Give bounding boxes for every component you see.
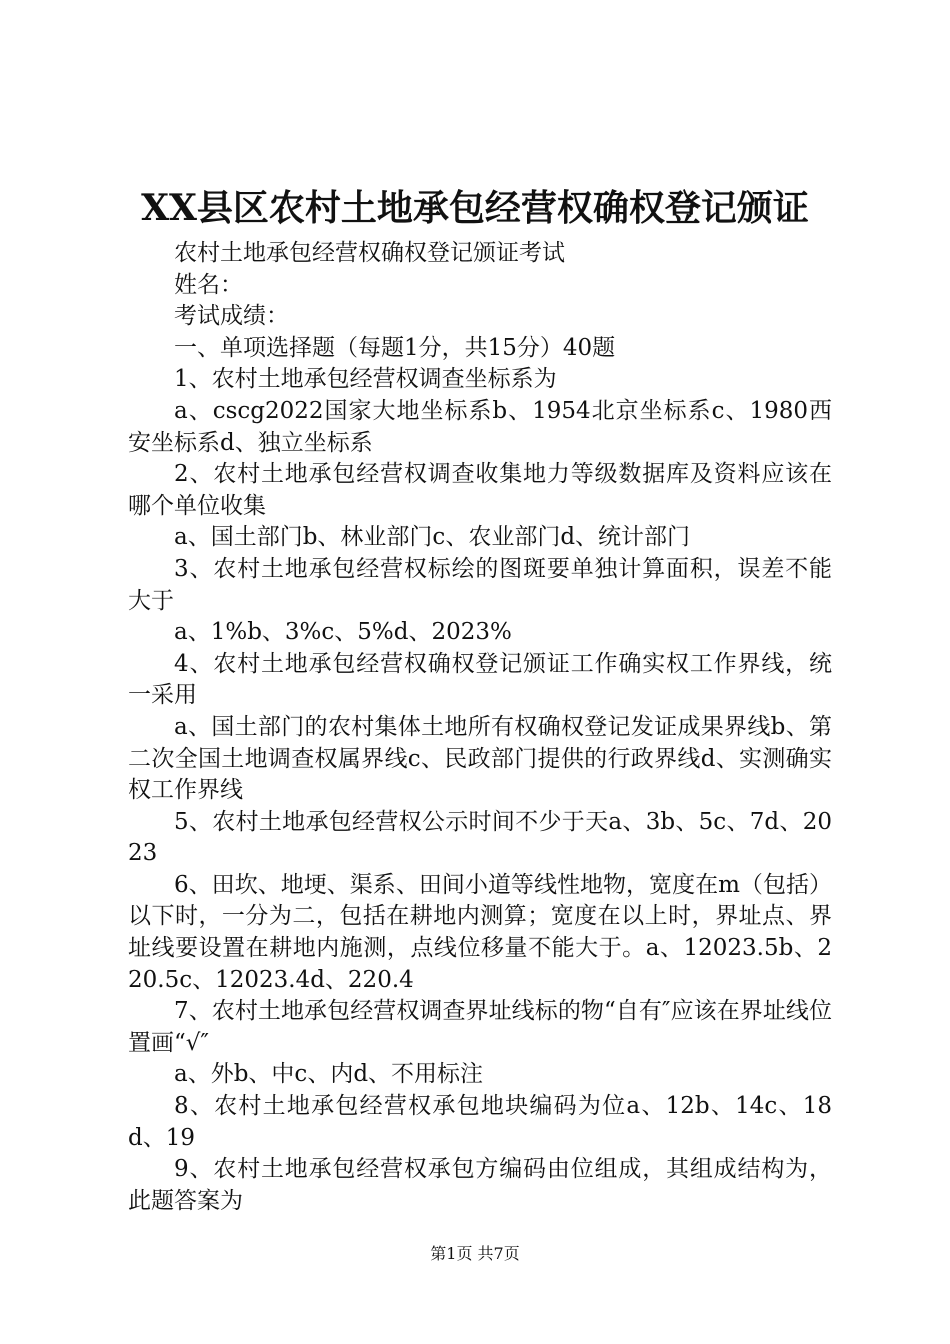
paragraph-question-5: 5、农村土地承包经营权公示时间不少于天a、3b、5c、7d、2023 <box>128 808 832 867</box>
paragraph-options-3: a、1%b、3%c、5%d、2023% <box>174 619 512 646</box>
paragraph-name-field: 姓名： <box>174 271 243 298</box>
paragraph-question-6: 6、田坎、地埂、渠系、田间小道等线性地物，宽度在m（包括）以下时，一分为二，包括在耕地内测算；宽度在以上时，界址点、界址线要设置在耕地内施测，点线位移量不能大于。a、12023.5b、220.5c、12023.4d、220.4 <box>128 871 832 993</box>
paragraph-question-4: 4、农村土地承包经营权确权登记颁证工作确实权工作界线，统一采用 <box>128 650 832 709</box>
paragraph-options-2: a、国土部门b、林业部门c、农业部门d、统计部门 <box>174 524 691 551</box>
paragraph-question-3: 3、农村土地承包经营权标绘的图斑要单独计算面积，误差不能大于 <box>128 555 832 614</box>
document-title: XX县区农村土地承包经营权确权登记颁证 <box>141 187 809 229</box>
paragraph-question-1: 1、农村土地承包经营权调查坐标系为 <box>174 366 557 393</box>
paragraph-options-7: a、外b、中c、内d、不用标注 <box>174 1061 484 1088</box>
page-footer: 第1页 共7页 <box>430 1244 520 1263</box>
paragraph-subtitle: 农村土地承包经营权确权登记颁证考试 <box>174 240 565 266</box>
paragraph-options-1: a、cscg2022国家大地坐标系b、1954北京坐标系c、1980西安坐标系d、独立坐标系 <box>128 397 832 456</box>
document-body <box>128 238 832 1217</box>
paragraph-question-2: 2、农村土地承包经营权调查收集地力等级数据库及资料应该在哪个单位收集 <box>128 461 832 519</box>
paragraph-question-8: 8、农村土地承包经营权承包地块编码为位a、12b、14c、18d、19 <box>128 1093 832 1151</box>
paragraph-score-field: 考试成绩： <box>174 303 289 330</box>
paragraph-question-9: 9、农村土地承包经营权承包方编码由位组成，其组成结构为，此题答案为 <box>128 1156 832 1214</box>
paragraph-section-heading: 一、单项选择题（每题1分，共15分）40题 <box>174 334 616 361</box>
paragraph-options-4: a、国土部门的农村集体土地所有权确权登记发证成果界线b、第二次全国土地调查权属界线c、民政部门提供的行政界线d、实测确实权工作界线 <box>128 713 832 804</box>
paragraph-question-7: 7、农村土地承包经营权调查界址线标的物“自有″应该在界址线位置画“√″ <box>128 998 832 1056</box>
